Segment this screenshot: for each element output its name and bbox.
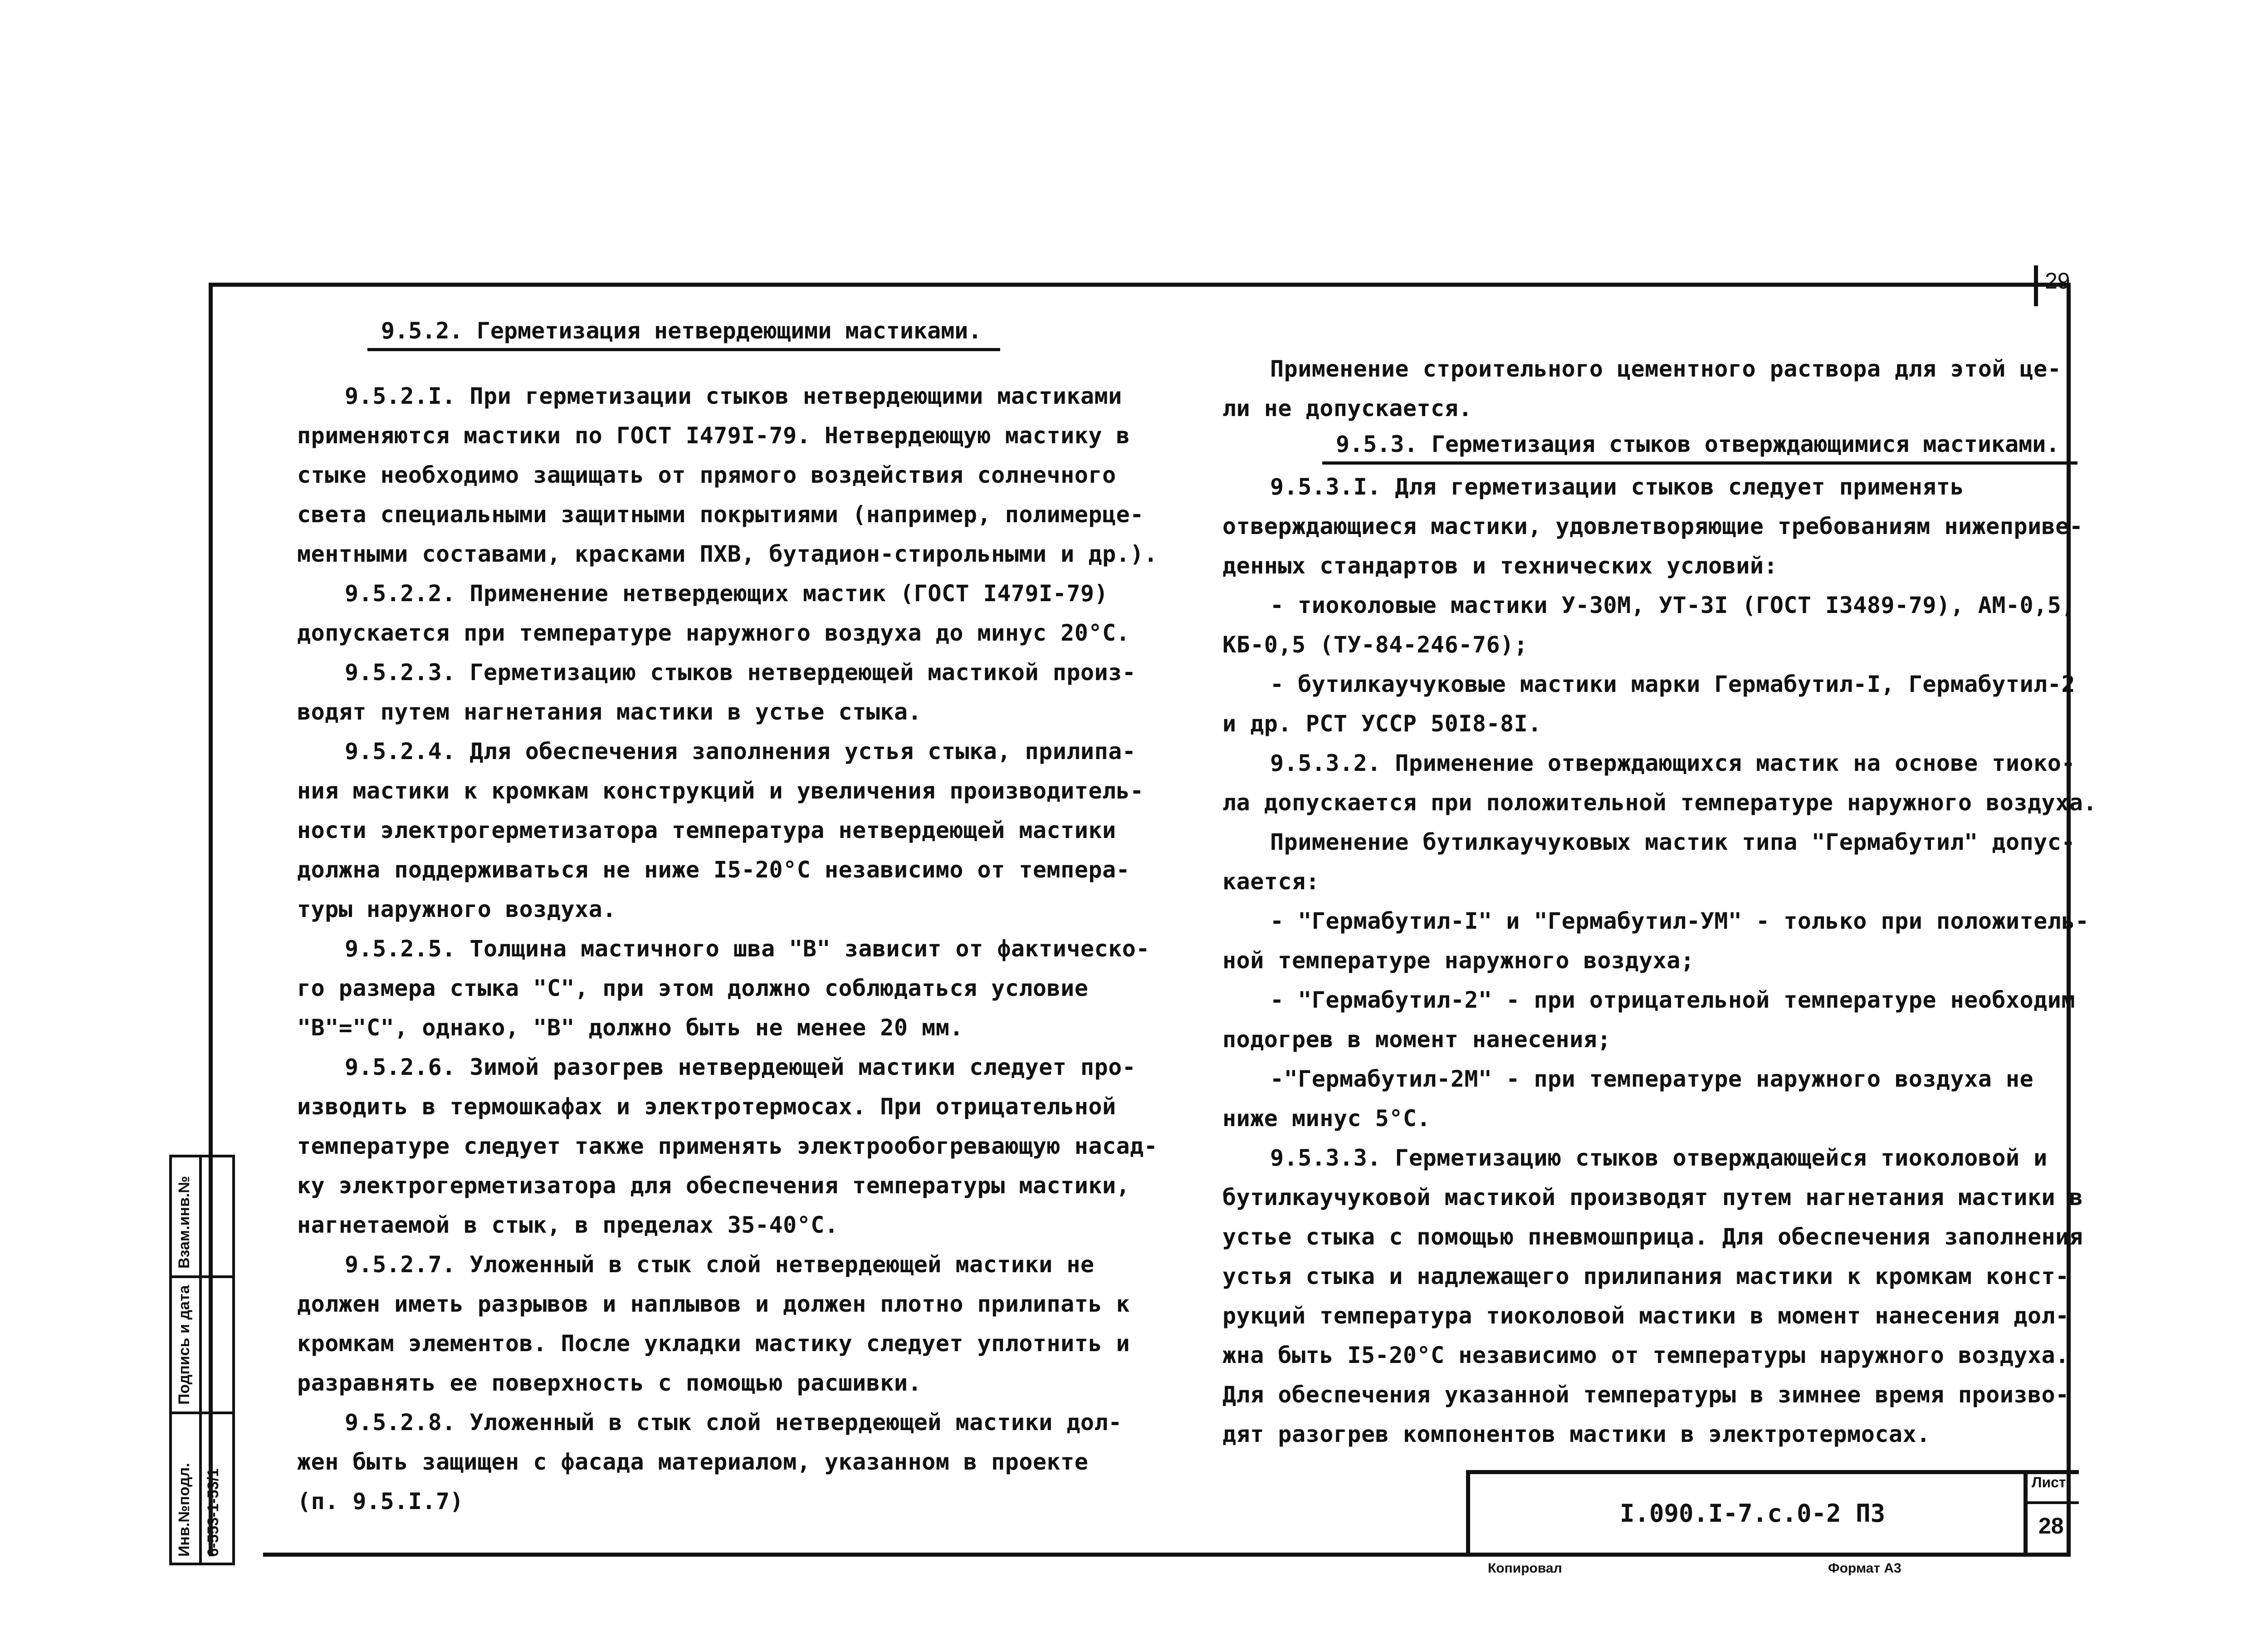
text-line: ментными составами, красками ПХВ, бутадион-стирольными и др.). <box>297 541 1158 567</box>
sheet-number: 28 <box>2038 1513 2064 1539</box>
text-line: устье стыка с помощью пневмошприца. Для обеспечения заполнения <box>1222 1224 2083 1250</box>
page-top-number: 29 <box>2045 268 2070 294</box>
text-line: ния мастики к кромкам конструкций и увеличения производитель- <box>297 778 1144 804</box>
text-line: кромкам элементов. После укладки мастику следует уплотнить и <box>297 1330 1130 1357</box>
text-line: го размера стыка "С", при этом должно соблюдаться условие <box>297 975 1089 1001</box>
text-line: ной температуре наружного воздуха; <box>1222 947 1695 974</box>
text-line: ли не допускается. <box>1222 395 1472 422</box>
text-line: рукций температура тиоколовой мастики в момент нанесения дол- <box>1222 1303 2069 1329</box>
text-line: 9.5.2.2. Применение нетвердеющих мастик (ГОСТ I479I-79) <box>345 580 1109 607</box>
text-line: допускается при температуре наружного воздуха до минус 20°С. <box>297 620 1130 646</box>
stamp-row-divider <box>172 1412 232 1414</box>
left-heading-underline <box>367 348 1000 351</box>
frame-top-border <box>209 283 2071 287</box>
stamp-row-divider <box>172 1275 232 1278</box>
footer-format: Формат А3 <box>1828 1561 1901 1576</box>
text-line: Применение бутилкаучуковых мастик типа "Гермабутил" допус- <box>1270 829 2075 855</box>
text-line: водят путем нагнетания мастики в устье стыка. <box>297 699 922 725</box>
stamp-divider <box>199 1157 202 1563</box>
title-block <box>1466 1470 2079 1557</box>
text-line: "В"="С", однако, "В" должно быть не менее 20 мм. <box>297 1015 963 1041</box>
right-text-column-top <box>1222 349 2061 428</box>
right-heading-text: 9.5.3. Герметизация стыков отверждающимися мастиками. <box>1336 431 2060 457</box>
text-line: ку электрогерметизатора для обеспечения температуры мастики, <box>297 1172 1130 1199</box>
text-line: бутилкаучуковой мастикой производят путем нагнетания мастики в <box>1222 1184 2083 1211</box>
text-line: температуре следует также применять электрообогревающую насад- <box>297 1133 1158 1159</box>
stamp-sign-label: Подпись и дата <box>176 1285 193 1405</box>
text-line: 9.5.3.2. Применение отверждающихся мастик на основе тиоко- <box>1270 750 2075 776</box>
title-block-sheet-divider <box>2024 1501 2079 1504</box>
text-line: устья стыка и надлежащего прилипания мастики к кромкам конст- <box>1222 1263 2069 1289</box>
text-line: кается: <box>1222 868 1320 895</box>
text-line: дят разогрев компонентов мастики в электротермосах. <box>1222 1421 1931 1447</box>
footer-copied: Копировал <box>1488 1561 1562 1576</box>
left-heading-text: 9.5.2. Герметизация нетвердеющими мастиками. <box>381 318 982 344</box>
text-line: изводить в термошкафах и электротермосах. При отрицательной <box>297 1093 1116 1120</box>
text-line: КБ-0,5 (ТУ-84-246-76); <box>1222 632 1528 658</box>
text-line: стыке необходимо защищать от прямого воздействия солнечного <box>297 462 1116 488</box>
text-line: жен быть защищен с фасада материалом, указанном в проекте <box>297 1449 1089 1475</box>
stamp-ref-label: Взам.инв.№ <box>176 1176 193 1269</box>
text-line: применяются мастики по ГОСТ I479I-79. Нетвердеющую мастику в <box>297 422 1130 449</box>
left-section-heading <box>381 318 982 344</box>
text-line: - "Гермабутил-I" и "Гермабутил-УМ" - только при положитель- <box>1270 908 2089 934</box>
text-line: -"Гермабутил-2М" - при температуре наружного воздуха не <box>1270 1066 2034 1092</box>
text-line: 9.5.3.3. Герметизацию стыков отверждающейся тиоколовой и <box>1270 1145 2048 1171</box>
text-line: - тиоколовые мастики У-30М, УТ-3I (ГОСТ I3489-79), АМ-0,5, <box>1270 592 2075 618</box>
text-line: туры наружного воздуха. <box>297 896 616 922</box>
text-line: подогрев в момент нанесения; <box>1222 1026 1611 1053</box>
side-stamp <box>169 1155 235 1565</box>
text-line: 9.5.2.8. Уложенный в стык слой нетвердеющей мастики дол- <box>345 1409 1122 1436</box>
right-text-column <box>1222 467 2097 1454</box>
sheet-tab-divider <box>2034 265 2038 306</box>
text-line: 9.5.2.I. При герметизации стыков нетвердеющими мастиками <box>345 383 1122 409</box>
text-line: разравнять ее поверхность с помощью расшивки. <box>297 1370 922 1396</box>
text-line: ла допускается при положительной температуре наружного воздуха. <box>1222 789 2097 816</box>
sheet-label: Лист <box>2032 1474 2066 1490</box>
right-section-heading <box>1336 431 2059 457</box>
text-line: денных стандартов и технических условий: <box>1222 553 1778 579</box>
stamp-inv-label: Инв.№подл. <box>176 1463 193 1557</box>
text-line: отверждающиеся мастики, удовлетворяющие требованиям нижеприве- <box>1222 513 2083 539</box>
stamp-inv-value: 6-553-1-53/1 <box>205 1468 222 1557</box>
document-code: I.090.I-7.с.0-2 ПЗ <box>1620 1499 1886 1528</box>
text-line: должен иметь разрывов и наплывов и должен плотно прилипать к <box>297 1291 1130 1317</box>
text-line: (п. 9.5.I.7) <box>297 1488 464 1514</box>
text-line: 9.5.2.3. Герметизацию стыков нетвердеющей мастикой произ- <box>345 659 1136 686</box>
text-line: 9.5.2.4. Для обеспечения заполнения устья стыка, прилипа- <box>345 738 1136 765</box>
text-line: 9.5.3.I. Для герметизации стыков следует применять <box>1270 474 1965 500</box>
text-line: жна быть I5-20°С независимо от температуры наружного воздуха. <box>1222 1342 2069 1368</box>
text-line: ности электрогерметизатора температура нетвердеющей мастики <box>297 817 1116 843</box>
text-line: должна поддерживаться не ниже I5-20°С независимо от темпера- <box>297 857 1130 883</box>
text-line: 9.5.2.7. Уложенный в стык слой нетвердеющей мастики не <box>345 1251 1095 1278</box>
text-line: ниже минус 5°С. <box>1222 1105 1431 1132</box>
text-line: нагнетаемой в стык, в пределах 35-40°С. <box>297 1212 839 1238</box>
title-block-divider <box>2024 1470 2028 1557</box>
text-line: - бутилкаучуковые мастики марки Гермабутил-I, Гермабутил-2 <box>1270 671 2075 697</box>
text-line: и др. РСТ УССР 50I8-8I. <box>1222 711 1542 737</box>
left-text-column <box>297 377 1158 1521</box>
right-heading-underline <box>1322 461 2077 465</box>
text-line: света специальными защитными покрытиями (например, полимерце- <box>297 501 1144 528</box>
text-line: Для обеспечения указанной температуры в зимнее время произво- <box>1222 1382 2069 1408</box>
text-line: 9.5.2.6. Зимой разогрев нетвердеющей мастики следует про- <box>345 1054 1136 1080</box>
text-line: Применение строительного цементного раствора для этой це- <box>1270 356 2062 382</box>
text-line: - "Гермабутил-2" - при отрицательной температуре необходим <box>1270 987 2075 1013</box>
text-line: 9.5.2.5. Толщина мастичного шва "В" зависит от фактическо- <box>345 936 1150 962</box>
